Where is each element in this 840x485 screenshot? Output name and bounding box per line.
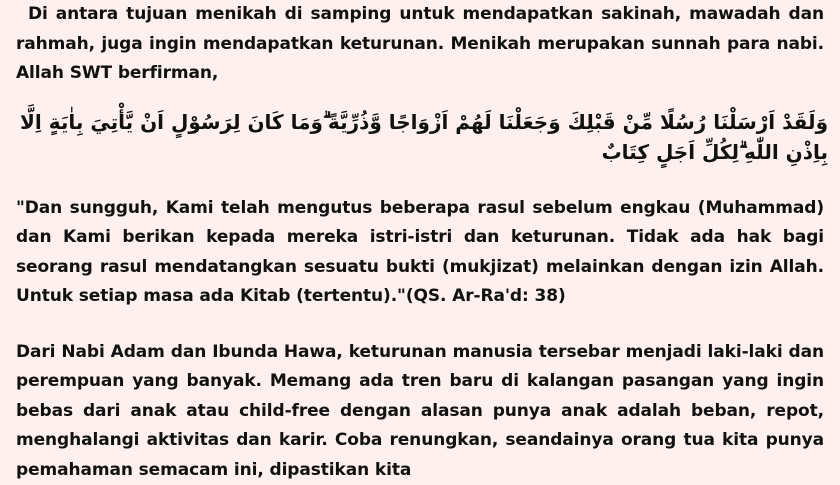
- verse-translation: "Dan sungguh, Kami telah mengutus beberapa rasul sebelum engkau (Muhammad) dan Kami berikan kepada mereka istri-istri dan keturunan. Tidak ada hak bagi seorang rasul mendatangkan sesuatu bukti (mukjizat) melainkan dengan izin Allah. Untuk setiap masa ada Kitab (tertentu)."(QS. Ar-Ra'd: 38): [16, 194, 824, 312]
- intro-paragraph: Di antara tujuan menikah di samping untuk mendapatkan sakinah, mawadah dan rahmah, juga ingin mendapatkan keturunan. Menikah merupakan sunnah para nabi. Allah SWT berfirman,: [16, 0, 824, 89]
- arabic-verse: وَلَقَدْ اَرْسَلْنَا رُسُلًا مِّنْ قَبْلِكَ وَجَعَلْنَا لَهُمْ اَزْوَاجًا وَّذُرِّيَّةً ۗوَمَا كَانَ لِرَسُوْلٍ اَنْ يَّأْتِيَ بِاٰيَةٍ اِلَّا بِاِذْنِ اللّٰهِ ۗلِكُلِّ اَجَلٍ كِتَابٌ: [16, 107, 828, 167]
- article-body: [16, 0, 824, 485]
- body-paragraph: Dari Nabi Adam dan Ibunda Hawa, keturunan manusia tersebar menjadi laki-laki dan perempuan yang banyak. Memang ada tren baru di kalangan pasangan yang ingin bebas dari anak atau child-free dengan alasan punya anak adalah beban, repot, menghalangi aktivitas dan karir. Coba renungkan, seandainya orang tua kita punya pemahaman semacam ini, dipastikan kita: [16, 338, 824, 485]
